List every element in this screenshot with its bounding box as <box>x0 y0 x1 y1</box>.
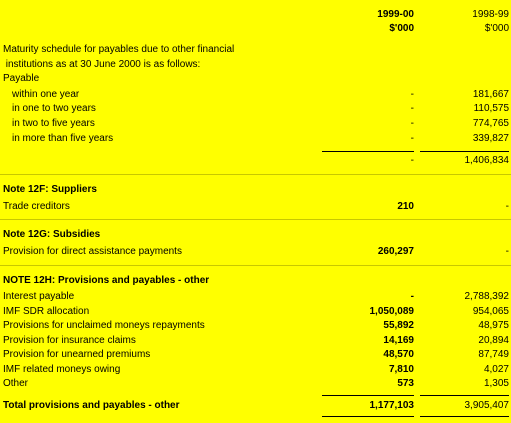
maturity-intro-2 <box>0 58 511 72</box>
note12h-total-underline-col2 <box>420 416 509 417</box>
maturity-row <box>0 117 511 131</box>
note12h-label: Provision for insurance claims <box>3 335 136 346</box>
note12h-total-row <box>0 399 511 413</box>
maturity-v2: 110,575 <box>473 103 509 114</box>
note12g-row <box>0 245 511 259</box>
note12h-v1: 55,892 <box>383 320 414 331</box>
col1-year: 1999-00 <box>377 9 414 20</box>
maturity-row <box>0 132 511 146</box>
note12h-label: Interest payable <box>3 291 75 302</box>
note12h-row <box>0 334 511 348</box>
note12g-label: Provision for direct assistance payments <box>3 246 182 257</box>
note12h-v2: 2,788,392 <box>464 291 509 302</box>
note12h-row <box>0 319 511 333</box>
maturity-v1: - <box>410 133 414 144</box>
maturity-intro-text-1: Maturity schedule for payables due to other financial <box>3 44 235 55</box>
note12h-title: NOTE 12H: Provisions and payables - other <box>3 275 210 286</box>
header-units-row <box>0 22 511 36</box>
divider <box>0 219 511 220</box>
note12h-row <box>0 305 511 319</box>
maturity-intro-1 <box>0 43 511 57</box>
note12f-heading <box>0 183 511 197</box>
note12h-row <box>0 290 511 304</box>
note12h-label: Provisions for unclaimed moneys repayments <box>3 320 205 331</box>
maturity-label: in more than five years <box>12 133 114 144</box>
note12h-v2: 87,749 <box>478 349 509 360</box>
note12h-label: Other <box>3 378 29 389</box>
note12h-v1: - <box>410 291 414 302</box>
note12h-row <box>0 363 511 377</box>
note12h-v2: 4,027 <box>483 364 509 375</box>
maturity-v1: - <box>410 89 414 100</box>
note12h-label: Provision for unearned premiums <box>3 349 151 360</box>
col2-unit: $'000 <box>484 23 509 34</box>
maturity-total-v2: 1,406,834 <box>464 155 509 166</box>
maturity-v1: - <box>410 103 414 114</box>
note12h-v1: 14,169 <box>383 335 414 346</box>
note12h-v1: 7,810 <box>388 364 414 375</box>
note12f-v1: 210 <box>397 201 414 212</box>
maturity-v2: 181,667 <box>472 89 509 100</box>
note12h-v1: 573 <box>397 378 414 389</box>
note12h-v2: 48,975 <box>478 320 509 331</box>
note12h-total-v2: 3,905,407 <box>464 400 509 411</box>
note12f-title: Note 12F: Suppliers <box>3 184 97 195</box>
note12f-label: Trade creditors <box>3 201 70 212</box>
note12h-heading <box>0 274 511 288</box>
maturity-intro-text-2: institutions as at 30 June 2000 is as follows: <box>3 59 201 70</box>
note12h-label: IMF related moneys owing <box>3 364 121 375</box>
note12g-v2: - <box>505 246 509 257</box>
header-years-row <box>0 8 511 22</box>
note12g-v1: 260,297 <box>377 246 414 257</box>
maturity-total-v1: - <box>410 155 414 166</box>
col2-year: 1998-99 <box>472 9 509 20</box>
note12f-row <box>0 200 511 214</box>
note12g-title: Note 12G: Subsidies <box>3 229 101 240</box>
divider <box>0 174 511 175</box>
note12h-label: IMF SDR allocation <box>3 306 90 317</box>
maturity-row <box>0 102 511 116</box>
maturity-intro-text-3: Payable <box>3 73 40 84</box>
note12h-row <box>0 377 511 391</box>
note12h-v2: 954,065 <box>472 306 509 317</box>
maturity-total-rule-col1 <box>322 151 414 152</box>
maturity-v2: 774,765 <box>472 118 509 129</box>
divider <box>0 265 511 266</box>
note12h-total-v1: 1,177,103 <box>369 400 414 411</box>
note12h-total-rule-col1 <box>322 395 414 396</box>
note12h-total-label: Total provisions and payables - other <box>3 400 180 411</box>
note12h-v2: 1,305 <box>483 378 509 389</box>
note12f-v2: - <box>505 201 509 212</box>
note12g-heading <box>0 228 511 242</box>
col1-unit: $'000 <box>389 23 414 34</box>
maturity-v1: - <box>410 118 414 129</box>
note12h-v1: 1,050,089 <box>369 306 414 317</box>
note12h-v2: 20,894 <box>478 335 509 346</box>
maturity-label: in one to two years <box>12 103 96 114</box>
maturity-row <box>0 88 511 102</box>
maturity-v2: 339,827 <box>472 133 509 144</box>
maturity-total-row <box>0 154 511 168</box>
note12h-total-underline-col1 <box>322 416 414 417</box>
note12h-total-rule-col2 <box>420 395 509 396</box>
note12h-row <box>0 348 511 362</box>
maturity-label: within one year <box>12 89 80 100</box>
maturity-total-rule-col2 <box>420 151 509 152</box>
maturity-label: in two to five years <box>12 118 95 129</box>
note12h-v1: 48,570 <box>383 349 414 360</box>
maturity-intro-3 <box>0 72 511 86</box>
